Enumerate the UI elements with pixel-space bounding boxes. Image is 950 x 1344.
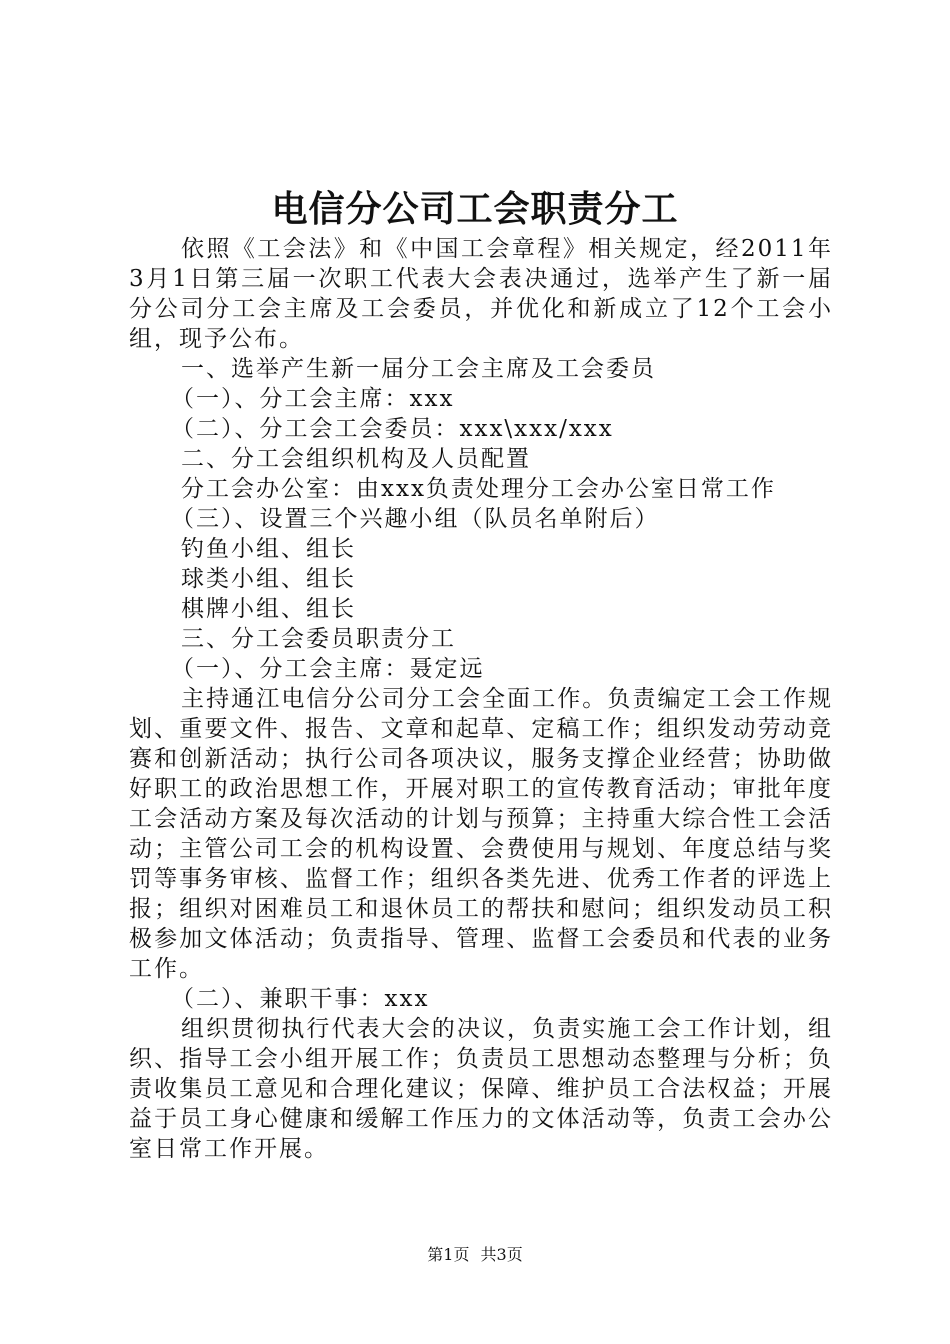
intro-paragraph: 依照《工会法》和《中国工会章程》相关规定，经2011年3月1日第三届一次职工代表大会表决通过，选举产生了新一届分公司分工会主席及工会委员，并优化和新成立了12个工会小组，现予公布。 [129, 236, 833, 352]
chair-duties-paragraph: 主持通江电信分公司分工会全面工作。负责编定工会工作规划、重要文件、报告、文章和起草、定稿工作；组织发动劳动竞赛和创新活动；执行公司各项决议，服务支撑企业经营；协助做好职工的政治思想工作，开展对职工的宣传教育活动；审批年度工会活动方案及每次活动的计划与预算；主持重大综合性工会活动；主管公司工会的机构设置、会费使用与规划、年度总结与奖罚等事务审核、监督工作；组织各类先进、优秀工作者的评选上报；组织对困难员工和退休员工的帮扶和慰问；组织发动员工积极参加文体活动；负责指导、管理、监督工会委员和代表的业务工作。 [129, 686, 833, 982]
page-footer: 第1页 共3页 [427, 1245, 523, 1264]
section2-office: 分工会办公室：由xxx负责处理分工会办公室日常工作 [181, 476, 776, 502]
document-body [129, 234, 833, 1164]
staff-label: （二）、兼职干事：xxx [171, 986, 430, 1012]
staff-duties-paragraph: 组织贯彻执行代表大会的决议，负责实施工会工作计划，组织、指导工会小组开展工作；负责员工思想动态整理与分析；负责收集员工意见和合理化建议；保障、维护员工合法权益；开展益于员工身心健康和缓解工作压力的文体活动等，负责工会办公室日常工作开展。 [129, 1016, 833, 1162]
section2-item3: （三）、设置三个兴趣小组（队员名单附后） [171, 506, 660, 532]
section1-item2: （二）、分工会工会委员：xxx\xxx/xxx [171, 416, 614, 442]
section2-heading: 二、分工会组织机构及人员配置 [181, 446, 531, 472]
group-item: 钓鱼小组、组长 [181, 536, 356, 562]
section1-heading: 一、选举产生新一届分工会主席及工会委员 [181, 356, 656, 382]
group-item: 球类小组、组长 [181, 566, 356, 592]
chair-label: （一）、分工会主席：聂定远 [171, 656, 485, 682]
section3-heading: 三、分工会委员职责分工 [181, 626, 456, 652]
group-item: 棋牌小组、组长 [181, 596, 356, 622]
section1-item1: （一）、分工会主席：xxx [171, 386, 455, 412]
page-title: 电信分公司工会职责分工 [271, 188, 679, 230]
